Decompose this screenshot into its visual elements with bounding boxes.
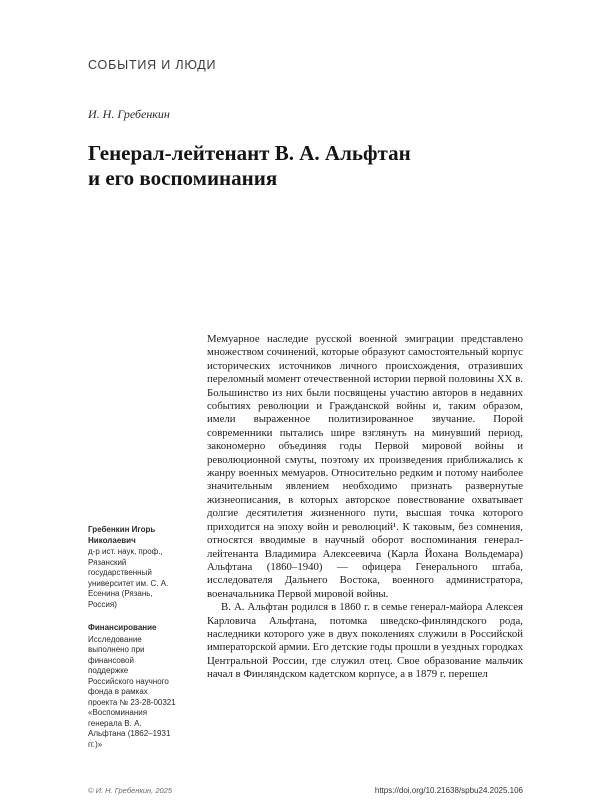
funding-block: [88, 623, 176, 750]
paragraph: Мемуарное наследие русской военной эмиграции представлено множеством сочинений, которые образуют самостоятельный корпус исторических источников личного происхождения, отразивших переломный момент отечественной истории первой половины XX в. Большинство из них были посвящены участию авторов в недавних событиях революции и Гражданской войны и, таким образом, имели выраженное политизированное звучание. Порой современники пытались шире взглянуть на минувший период, закономерно объединяя годы Первой мировой войны и революционной смуты, поэтому их произведения приближались к жанру военных мемуаров. Относительно редким и потому наиболее значительным явлением необходимо признать развернутые жизнеописания, в которых авторское повествование охватывает долгие десятилетия жизненного пути, высшая точка которого приходится на эпоху войн и революций¹. К таковым, без сомнения, относятся вводимые в научный оборот воспоминания генерал-лейтенанта Владимира Алексеевича (Карла Йохана Вольдемара) Альфтана (1860–1940) — офицера Генерального штаба, исследователя Дальнего Востока, военного администратора, военачальника Первой мировой войны.: [207, 333, 523, 600]
copyright-notice: © И. Н. Гребенкин, 2025: [88, 786, 173, 795]
funding-heading: Финансирование: [88, 623, 157, 632]
margin-notes: [88, 333, 176, 763]
article-body: [207, 333, 523, 682]
page-footer: [88, 786, 523, 795]
article-title: [88, 141, 523, 191]
paragraph: В. А. Альфтан родился в 1860 г. в семье генерал-майора Алексея Карловича Альфтана, потомка шведско-финляндского рода, наследники которого уже в двух поколениях служили в Российской императорской армии. Его детские годы прошли в уездных городках Центральной России, где служил отец. Свое образование мальчик начал в Финляндском кадетском корпусе, а в 1879 г. перешел: [207, 601, 523, 681]
doi-link[interactable]: https://doi.org/10.21638/spbu24.2025.106: [374, 786, 523, 795]
article-title-line2: и его воспоминания: [88, 166, 278, 190]
sidebar-author-block: [88, 525, 176, 610]
funding-text: Исследование выполнено при финансовой поддержке Российского научного фонда в рамках проекта № 23-28-00321 «Воспоминания генерала В. А. Альфтана (1862–1931 гг.)»: [88, 634, 176, 749]
two-column-layout: [88, 333, 523, 763]
section-header: СОБЫТИЯ И ЛЮДИ: [88, 58, 217, 72]
sidebar-author-affiliation: д-р ист. наук, проф., Рязанский государственный университет им. С. А. Есенина (Рязань, Россия): [88, 547, 169, 609]
author-name: И. Н. Гребенкин: [88, 107, 170, 121]
sidebar-author-name: Гребенкин Игорь Николаевич: [88, 525, 156, 545]
article-title-line1: Генерал-лейтенант В. А. Альфтан: [88, 141, 411, 165]
